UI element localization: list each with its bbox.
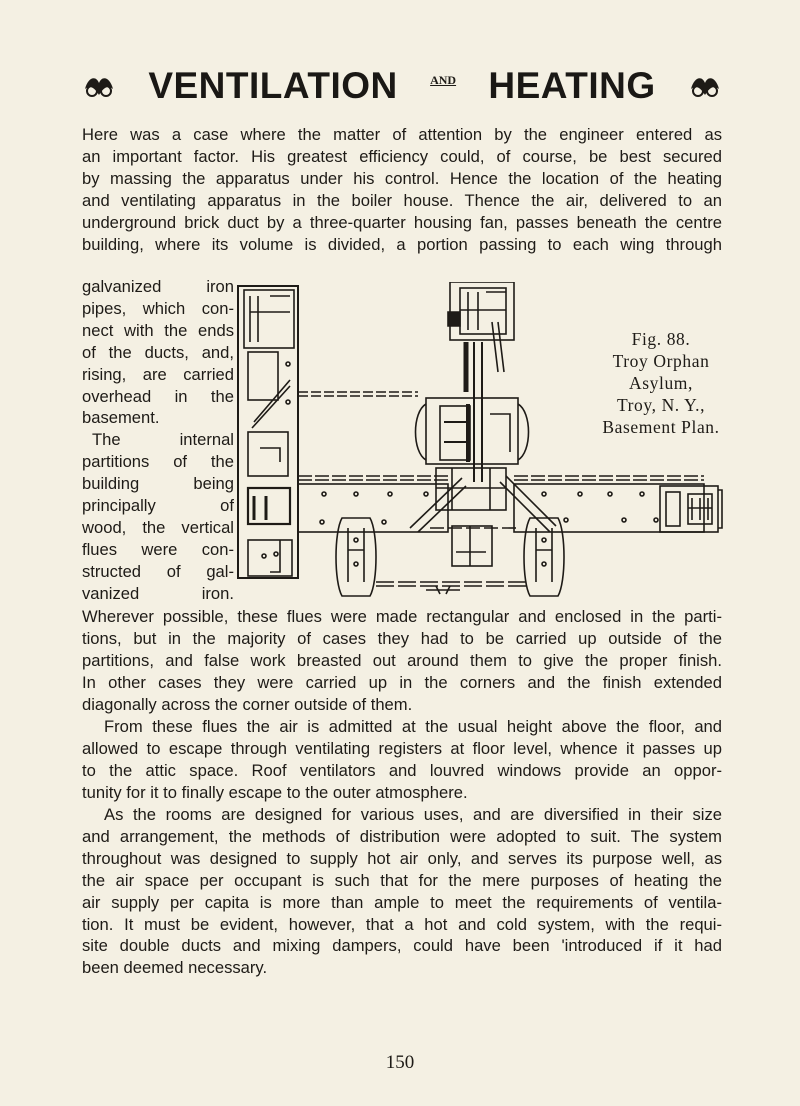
figure-caption-line: Basement Plan.	[602, 417, 720, 437]
paragraph-1-line: and ventilating apparatus in the boiler house. Thence the air, delivered to an	[82, 190, 722, 210]
paragraph-4-line: throughout was designed to supply hot air only, and serves its purpose well, as	[82, 848, 722, 868]
paragraph-4-line: site double ducts and mixing dampers, could have been 'introduced if it had	[82, 936, 722, 956]
paragraph-3-line: allowed to escape through ventilating registers at floor level, whence it passes up	[82, 738, 722, 758]
wrap-line: basement.	[82, 408, 160, 428]
wrap-line: of the ducts, and,	[82, 342, 234, 362]
left-ornament-icon	[82, 71, 116, 101]
wrap-line: wood, the vertical	[82, 517, 234, 537]
paragraph-4-line: As the rooms are designed for various uses, and are diversified in their size	[104, 805, 722, 824]
paragraph-4-line: and arrangement, the methods of distribution were adopted to suit. The system	[82, 826, 722, 846]
wrap-line: The internal	[92, 430, 234, 450]
paragraph-2-line: Wherever possible, these flues were made rectangular and enclosed in the parti-	[82, 607, 722, 626]
page-number: 150	[385, 1052, 415, 1073]
paragraph-2-line: diagonally across the corner outside of them.	[82, 694, 413, 714]
wrap-line: overhead in the	[82, 386, 234, 406]
running-header	[82, 62, 722, 110]
paragraph-2-line: partitions, and false work breasted out around them to give the proper finish.	[82, 650, 722, 670]
header-word-and: AND	[430, 73, 457, 87]
paragraph-4-line: air supply per capita is more than ample to meet the requirements of ventila-	[82, 892, 722, 912]
paragraph-4	[82, 804, 722, 979]
paragraph-1-line: an important factor. His greatest efficiency could, of course, be best secured	[82, 146, 722, 166]
wrap-line: building being	[82, 474, 234, 494]
paragraph-1	[82, 124, 722, 255]
paragraph-3-line: From these flues the air is admitted at the usual height above the floor, and	[104, 717, 722, 736]
wrap-line: partitions of the	[82, 452, 234, 472]
wrap-line: structed of gal-	[82, 561, 234, 581]
wrap-line: nect with the ends	[82, 320, 234, 340]
figure-label: Fig. 88.	[631, 329, 691, 349]
paragraph-1-line: Here was a case where the matter of attention by the engineer entered as	[82, 125, 722, 144]
wrap-line: principally of	[82, 496, 234, 516]
header-word-heating: HEATING	[488, 65, 656, 106]
wrap-line: galvanized iron	[82, 277, 234, 296]
paragraph-3-line: tunity for it to finally escape to the outer atmosphere.	[82, 782, 468, 802]
paragraph-4-line: the air space per occupant is such that for the mere purposes of heating the	[82, 870, 722, 890]
paragraph-2-line: tions, but in the majority of cases they had to be carried up outside of the	[82, 628, 722, 648]
paragraph-3	[82, 716, 722, 804]
wrap-line: rising, are carried	[82, 364, 234, 384]
paragraph-4-line: tion. It must be evident, however, that a hot and cold system, with the requi-	[82, 914, 722, 934]
figure-caption-line: Troy, N. Y.,	[616, 395, 706, 415]
header-word-ventilation: VENTILATION	[148, 65, 398, 106]
figure-caption-line: Asylum,	[629, 373, 693, 393]
figure-caption	[586, 328, 736, 438]
right-ornament-icon	[688, 71, 722, 101]
paragraph-1-line: building, where its volume is divided, a portion passing to each wing through	[82, 234, 722, 254]
paragraph-1-line: by massing the apparatus under his control. Hence the location of the heating	[82, 168, 722, 188]
paragraph-2-line: In other cases they were carried up in the corners and the finish extended	[82, 672, 722, 692]
wrap-line: pipes, which con-	[82, 298, 234, 318]
figure-caption-line: Troy Orphan	[612, 351, 710, 371]
paragraph-2	[82, 606, 722, 716]
paragraph-4-line: been deemed necessary.	[82, 958, 268, 978]
wrap-line: vanized iron.	[82, 583, 234, 603]
paragraph-3-line: to the attic space. Roof ventilators and louvred windows provide an oppor-	[82, 760, 722, 780]
wrapped-text-column	[82, 276, 234, 605]
paragraph-1-line: underground brick duct by a three-quarter housing fan, passes beneath the centre	[82, 212, 722, 232]
wrap-line: flues were con-	[82, 539, 234, 559]
